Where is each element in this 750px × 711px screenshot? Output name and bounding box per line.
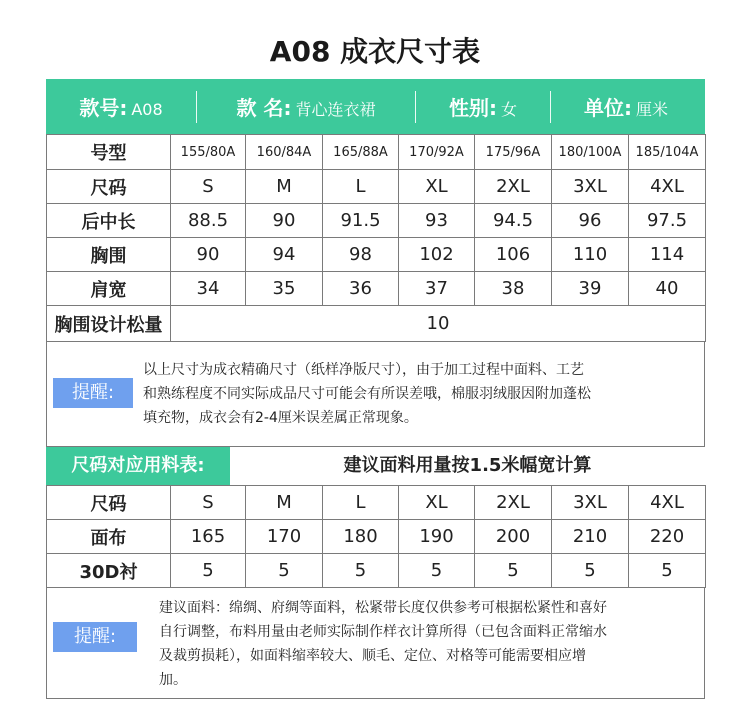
size-cell: 3XL xyxy=(552,170,629,204)
size-cell: 36 xyxy=(323,272,399,306)
table-row xyxy=(47,554,706,588)
size-cell: 40 xyxy=(629,272,706,306)
header-bar xyxy=(46,79,705,134)
fabric-cell: 5 xyxy=(399,554,475,588)
fabric-cell: 165 xyxy=(171,520,246,554)
ease-value: 10 xyxy=(171,306,706,342)
size-cell: 97.5 xyxy=(629,204,706,238)
fabric-cell: 3XL xyxy=(552,486,629,520)
note-line: 加。 xyxy=(159,672,187,688)
note-text xyxy=(143,358,699,430)
unit-value: 厘米 xyxy=(635,100,668,119)
size-cell: 98 xyxy=(323,238,399,272)
table-row xyxy=(47,238,706,272)
reminder-badge: 提醒: xyxy=(53,622,137,652)
fabric-table xyxy=(46,485,706,588)
row-label: 尺码 xyxy=(47,486,171,520)
size-cell: 94.5 xyxy=(475,204,552,238)
fabric-cell: 2XL xyxy=(475,486,552,520)
page-title: A08 成衣尺寸表 xyxy=(269,35,481,68)
size-cell: 2XL xyxy=(475,170,552,204)
fabric-cell: 180 xyxy=(323,520,399,554)
note-line: 填充物，成衣会有2-4厘米误差属正常现象。 xyxy=(143,410,418,426)
size-cell: 38 xyxy=(475,272,552,306)
size-cell: 34 xyxy=(171,272,246,306)
fabric-cell: 4XL xyxy=(629,486,706,520)
row-label: 30D衬 xyxy=(47,554,171,588)
table-row xyxy=(47,204,706,238)
fabric-cell: 5 xyxy=(629,554,706,588)
size-cell: 35 xyxy=(246,272,323,306)
fabric-cell: 210 xyxy=(552,520,629,554)
row-label: 号型 xyxy=(47,135,171,170)
size-cell: S xyxy=(171,170,246,204)
fabric-section-label: 尺码对应用料表: xyxy=(46,447,230,485)
table-row xyxy=(47,486,706,520)
style-name xyxy=(197,92,415,121)
size-cell: 110 xyxy=(552,238,629,272)
size-cell: 160/84A xyxy=(246,135,323,170)
note-box xyxy=(46,341,705,447)
row-label: 胸围 xyxy=(47,238,171,272)
row-label: 尺码 xyxy=(47,170,171,204)
style-no xyxy=(46,92,196,121)
divider xyxy=(196,91,197,123)
size-cell: XL xyxy=(399,170,475,204)
size-cell: 88.5 xyxy=(171,204,246,238)
fabric-section-title: 建议面料用量按1.5米幅宽计算 xyxy=(343,455,592,476)
fabric-cell: L xyxy=(323,486,399,520)
fabric-cell: 5 xyxy=(552,554,629,588)
divider xyxy=(415,91,416,123)
unit xyxy=(551,92,701,121)
style-name-label: 款 名: xyxy=(236,96,292,120)
style-name-value: 背心连衣裙 xyxy=(295,100,376,119)
table-row xyxy=(47,272,706,306)
fabric-section-header xyxy=(46,447,705,485)
size-cell: 37 xyxy=(399,272,475,306)
note-line: 自行调整，布料用量由老师实际制作样衣计算所得（已包含面料正常缩水 xyxy=(159,624,607,640)
size-cell: 175/96A xyxy=(475,135,552,170)
fabric-cell: 190 xyxy=(399,520,475,554)
size-table xyxy=(46,134,706,342)
fabric-cell: 5 xyxy=(475,554,552,588)
table-row xyxy=(47,520,706,554)
fabric-cell: XL xyxy=(399,486,475,520)
table-row xyxy=(47,135,706,170)
table-row xyxy=(47,170,706,204)
fabric-cell: 5 xyxy=(171,554,246,588)
style-no-label: 款号: xyxy=(79,96,128,120)
fabric-cell: 200 xyxy=(475,520,552,554)
size-cell: 180/100A xyxy=(552,135,629,170)
note-text xyxy=(159,596,699,692)
size-cell: L xyxy=(323,170,399,204)
size-cell: 106 xyxy=(475,238,552,272)
style-no-value: A08 xyxy=(131,100,163,119)
size-cell: 155/80A xyxy=(171,135,246,170)
fabric-cell: S xyxy=(171,486,246,520)
note-line: 以上尺寸为成衣精确尺寸（纸样净版尺寸），由于加工过程中面料、工艺 xyxy=(143,362,584,378)
size-cell: 4XL xyxy=(629,170,706,204)
gender xyxy=(416,92,550,121)
fabric-cell: 220 xyxy=(629,520,706,554)
fabric-cell: M xyxy=(246,486,323,520)
row-label: 肩宽 xyxy=(47,272,171,306)
size-cell: 170/92A xyxy=(399,135,475,170)
size-cell: 39 xyxy=(552,272,629,306)
size-cell: 93 xyxy=(399,204,475,238)
note-line: 和熟练程度不同实际成品尺寸可能会有所误差哦，棉服羽绒服因附加蓬松 xyxy=(143,386,591,402)
reminder-badge: 提醒: xyxy=(53,378,133,408)
size-cell: 185/104A xyxy=(629,135,706,170)
table-row xyxy=(47,306,706,342)
row-label: 面布 xyxy=(47,520,171,554)
gender-label: 性别: xyxy=(448,96,497,120)
row-label: 后中长 xyxy=(47,204,171,238)
fabric-cell: 170 xyxy=(246,520,323,554)
size-cell: 90 xyxy=(246,204,323,238)
size-cell: 90 xyxy=(171,238,246,272)
note-line: 建议面料：绵绸、府绸等面料，松紧带长度仅供参考可根据松紧性和喜好 xyxy=(159,600,607,616)
size-cell: 94 xyxy=(246,238,323,272)
note-line: 及裁剪损耗），如面料缩率较大、顺毛、定位、对格等可能需要相应增 xyxy=(159,648,586,664)
fabric-cell: 5 xyxy=(323,554,399,588)
fabric-cell: 5 xyxy=(246,554,323,588)
divider xyxy=(550,91,551,123)
unit-label: 单位: xyxy=(583,96,632,120)
size-cell: 102 xyxy=(399,238,475,272)
size-cell: 165/88A xyxy=(323,135,399,170)
row-label: 胸围设计松量 xyxy=(47,306,171,342)
size-cell: M xyxy=(246,170,323,204)
note-box xyxy=(46,587,705,699)
size-cell: 114 xyxy=(629,238,706,272)
gender-value: 女 xyxy=(500,100,517,119)
size-cell: 96 xyxy=(552,204,629,238)
size-cell: 91.5 xyxy=(323,204,399,238)
